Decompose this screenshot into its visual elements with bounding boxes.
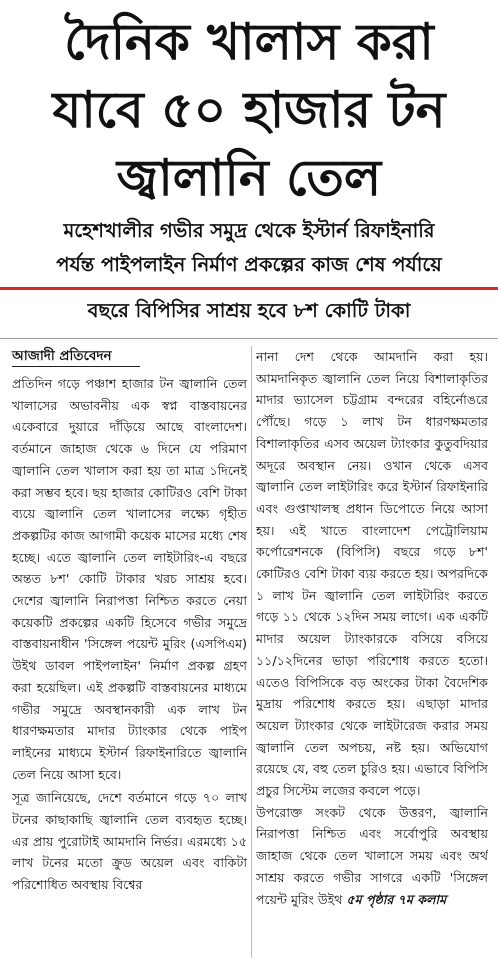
paragraph: সূত্র জানিয়েছে, দেশে বর্তমানে গড়ে ৭০ লাখ টনের কাছাকাছি জ্বালানি তেল ব্যবহৃত হচ্ছে। এর প্রায় পুরোটাই আমদানি নির্ভর। এরমধ্যে ১৫ লাখ টনের মতো ক্রুড অয়েল এবং বাকিটা পরিশোধিত অবস্থায় বিশ্বের [12,790,247,893]
accent-divider [0,287,498,290]
headline-line-3: জ্বালানি তেল [116,149,382,207]
paragraph: প্রতিদিন গড়ে পঞ্চাশ হাজার টন জ্বালানি তেল খালাসের অভাবনীয় এক স্বপ্ন বাস্তবায়নের একেবারে দুয়ারে দাঁড়িয়ে আছে বাংলাদেশ। বর্তমানে জাহাজ থেকে ৬ দিনে যে পরিমাণ জ্বালানি তেল খালাস করা হয় তা মাত্র ১দিনেই করা সম্ভব হবে। ছয় হাজার কোটিরও বেশি টাকা ব্যয়ে জ্বালানি তেল খালাসের লক্ষ্যে গৃহীত প্রকল্পটির কাজ আগামী কয়েক মাসের মধ্যে শেষ হচ্ছে। এতে জ্বালানি তেল লাইটারিং-এ বছরে অন্তত ৮শ' কোটি টাকার খরচ সাশ্রয় হবে। দেশের জ্বালানি নিরাপত্তা নিশ্চিত করতে নেয়া কয়েকটি প্রকল্পের একটি হিসেবে গভীর সমুদ্রে বাস্তবায়নাধীন 'সিঙ্গেল পয়েন্ট মুরিং (এসপিএম) উইথ ডাবল পাইপলাইন' নির্মাণ প্রকল্প গ্রহণ করা হয়েছিল। এই প্রকল্পটি বাস্তবায়নের মাধ্যমে গভীর সমুদ্রে অবস্থানকারী এক লাখ টন ধারণক্ষমতার মাদার ট্যাংকার থেকে পাইপ লাইনের মাধ্যমে ইস্টার্ন রিফাইনারিতে জ্বালানি তেল নিয়ে আসা হবে। [12,376,247,782]
paragraph [256,802,488,911]
paragraph-text: উপরোক্ত সংকট থেকে উত্তরণ, জ্বালানি নিরাপত্তা নিশ্চিত এবং সর্বোপুরি অবস্থায় জাহাজ থেকে তেল খালাসে সময় এবং অর্থ সাশ্রয় করতে গভীর সাগরে একটি 'সিঙ্গেল পয়েন্ট মুরিং উইথ [256,804,488,907]
article-column-right [256,346,488,958]
column-divider [251,346,252,958]
kicker-line-2: পর্যন্ত পাইপলাইন নির্মাণ প্রকল্পের কাজ শেষ পর্যায়ে [56,253,442,276]
paragraph: নানা দেশ থেকে আমদানি করা হয়। আমদানিকৃত জ্বালানি তেল নিয়ে বিশালাকৃতির মাদার ভ্যাসেল চট্টগ্রাম বন্দরের বহির্নোঙরে পৌঁছে। গড়ে ১ লাখ টন ধারণক্ষমতার বিশালাকৃতির এসব অয়েল ট্যাংকার কুতুবদিয়ার অদূরে অবস্থান নেয়। ওখান থেকে এসব জ্বালানি তেল লাইটারিং করে ইস্টার্ন রিফাইনারি এবং গুপ্তাখালস্থ প্রধান ডিপোতে নিয়ে আসা হয়। এই খাতে বাংলাদেশ পেট্রোলিয়াম কর্পোরেশনকে (বিপিসি) বছরে গড়ে ৮শ' কোটিরও বেশি টাকা ব্যয় করতে হয়। অপরদিকে ১ লাখ টন জ্বালানি তেল লাইটারিং করতে গড়ে ১১ থেকে ১২দিন সময় লাগে। এক একটি মাদার অয়েল ট্যাংকারকে বসিয়ে বসিয়ে ১১/১২দিনের ভাড়া পরিশোধ করতে হতো। এতেও বিপিসিকে বড় অংকের টাকা বৈদেশিক মুদ্রায় পরিশোধ করতে হয়। এছাড়া মাদার অয়েল ট্যাংকার থেকে লাইটারেজ করার সময় জ্বালানি তেল অপচয়, নষ্ট হয়। অভিযোগ রয়েছে যে, বহু তেল চুরিও হয়। এভাবে বিপিসি প্রচুর সিস্টেম লজের কবলে পড়ে। [256,349,488,799]
section-divider [0,338,498,339]
article-column-left [12,373,247,958]
headline-line-1: দৈনিক খালাস করা [64,13,434,71]
kicker-line-1: মহেশখালীর গভীর সমুদ্র থেকে ইস্টার্ন রিফাইনারি [63,219,435,242]
headline-line-2: যাবে ৫০ হাজার টন [52,81,446,139]
continuation-note: ৫ম পৃষ্ঠার ৭ম কলাম [346,891,447,907]
kicker [0,214,498,282]
byline: আজাদী প্রতিবেদন [12,346,140,367]
headline [0,8,498,212]
subheadline: বছরে বিপিসির সাশ্রয় হবে ৮শ কোটি টাকা [87,299,411,322]
